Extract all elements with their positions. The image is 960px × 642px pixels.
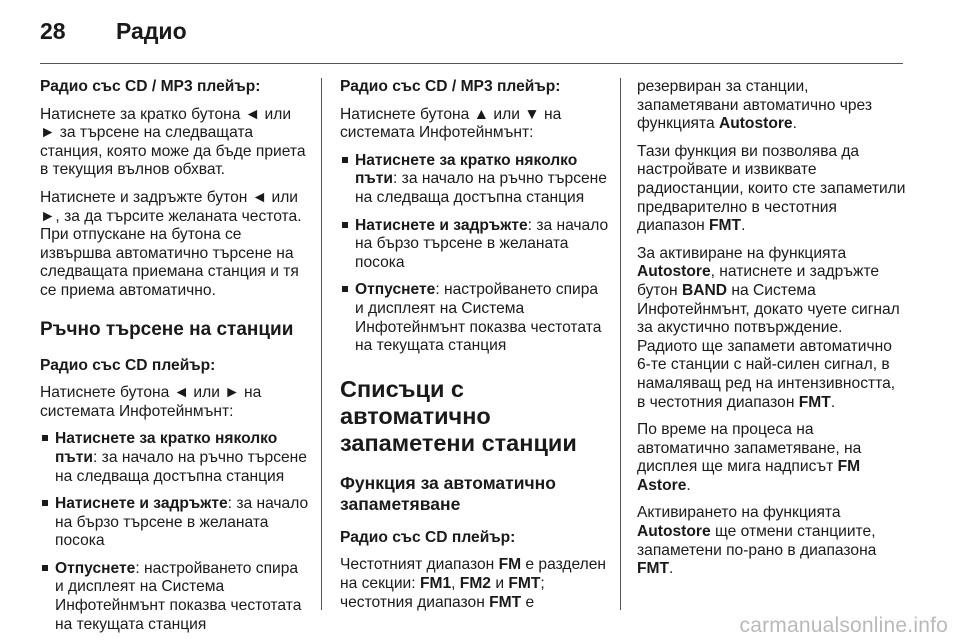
- bullet-list: [40, 430, 310, 634]
- heading-autostore-function: Функция за автоматично запаметяване: [340, 472, 556, 514]
- subheading-cd-mp3: Радио със CD / MP3 плейър:: [40, 78, 261, 95]
- heading-manual-search: Ръчно търсене на станции: [40, 318, 294, 340]
- page-number: 28: [40, 18, 66, 44]
- paragraph-cancel-stations: Активирането на функцията Autostore ще отмени станциите, запаметени по-рано в диапазона FMT.: [637, 504, 877, 578]
- paragraph-press-hold: Натиснете и задръжте бутон ◄ или ►, за да търсите желаната честота. При отпускане на бутона се извършва автоматично търсене на следващата приемана станция и тя се приема автоматично.: [40, 188, 302, 299]
- list-item: Натиснете за кратко няколко пъти: за начало на ръчно търсене на следваща достъпна станция: [40, 430, 310, 486]
- paragraph-press-button: Натиснете бутона ◄ или ► на системата Инфотейнмънт:: [40, 384, 262, 420]
- heading-autostore-lists: Списъци с автоматично запаметени станции: [340, 375, 577, 456]
- list-item: Отпуснете: настройването спира и дисплеят на Система Инфотейнмънт показва честотата на текущата станция: [340, 281, 610, 355]
- page-header: [40, 18, 187, 48]
- paragraph-reserved: резервиран за станции, запаметявани автоматично чрез функцията Autostore.: [637, 78, 873, 133]
- section-title: Радио: [116, 18, 187, 44]
- column-divider-1: [321, 78, 322, 610]
- subheading-cd-player: Радио със CD плейър:: [40, 356, 216, 374]
- header-rule: [40, 63, 903, 64]
- list-item: Натиснете и задръжте: за начало на бързо търсене в желаната посока: [340, 217, 610, 273]
- subheading-cd-mp3: Радио със CD / MP3 плейър:: [340, 78, 561, 95]
- list-item: Натиснете и задръжте: за начало на бързо търсене в желаната посока: [40, 495, 310, 551]
- bullet-list: [340, 152, 610, 356]
- column-1: [40, 78, 310, 642]
- list-item: Отпуснете: настройването спира и дисплеят на Система Инфотейнмънт показва честотата на текущата станция: [40, 560, 310, 634]
- paragraph-function-purpose: Тази функция ви позволява да настройвате и извиквате радиостанции, които сте запаметили предварително в честотния диапазон FMT.: [637, 142, 906, 235]
- column-divider-2: [620, 78, 621, 610]
- column-3: [637, 78, 907, 588]
- column-2: [340, 78, 610, 621]
- watermark: carmanualsonline.info: [739, 614, 948, 637]
- paragraph-short-press: Натиснете за кратко бутона ◄ или ► за търсене на следващата станция, която може да бъде приета в текущия вълнов обхват.: [40, 105, 306, 179]
- subheading-cd-player: Радио със CD плейър:: [340, 528, 516, 546]
- list-item: Натиснете за кратко няколко пъти: за начало на ръчно търсене на следваща достъпна станция: [340, 152, 610, 208]
- paragraph-frequency-band: Честотният диапазон FM е разделен на секции: FM1, FM2 и FMT; честотния диапазон FMT е: [340, 556, 607, 611]
- paragraph-press-button: Натиснете бутона ▲ или ▼ на системата Инфотейнмънт:: [340, 105, 562, 142]
- paragraph-display-message: По време на процеса на автоматично запаметяване, на дисплея ще мига надписът FM Astore.: [637, 421, 862, 494]
- paragraph-activation: За активиране на функцията Autostore, натиснете и задръжте бутон BAND на Система Инфотейнмънт, докато чуете сигнал за акустично потвърждение. Радиото ще запамети автоматично 6-те станции с най-силен сигнал, в намаляващ ред на интензивността, в честотния диапазон FMT.: [637, 244, 900, 411]
